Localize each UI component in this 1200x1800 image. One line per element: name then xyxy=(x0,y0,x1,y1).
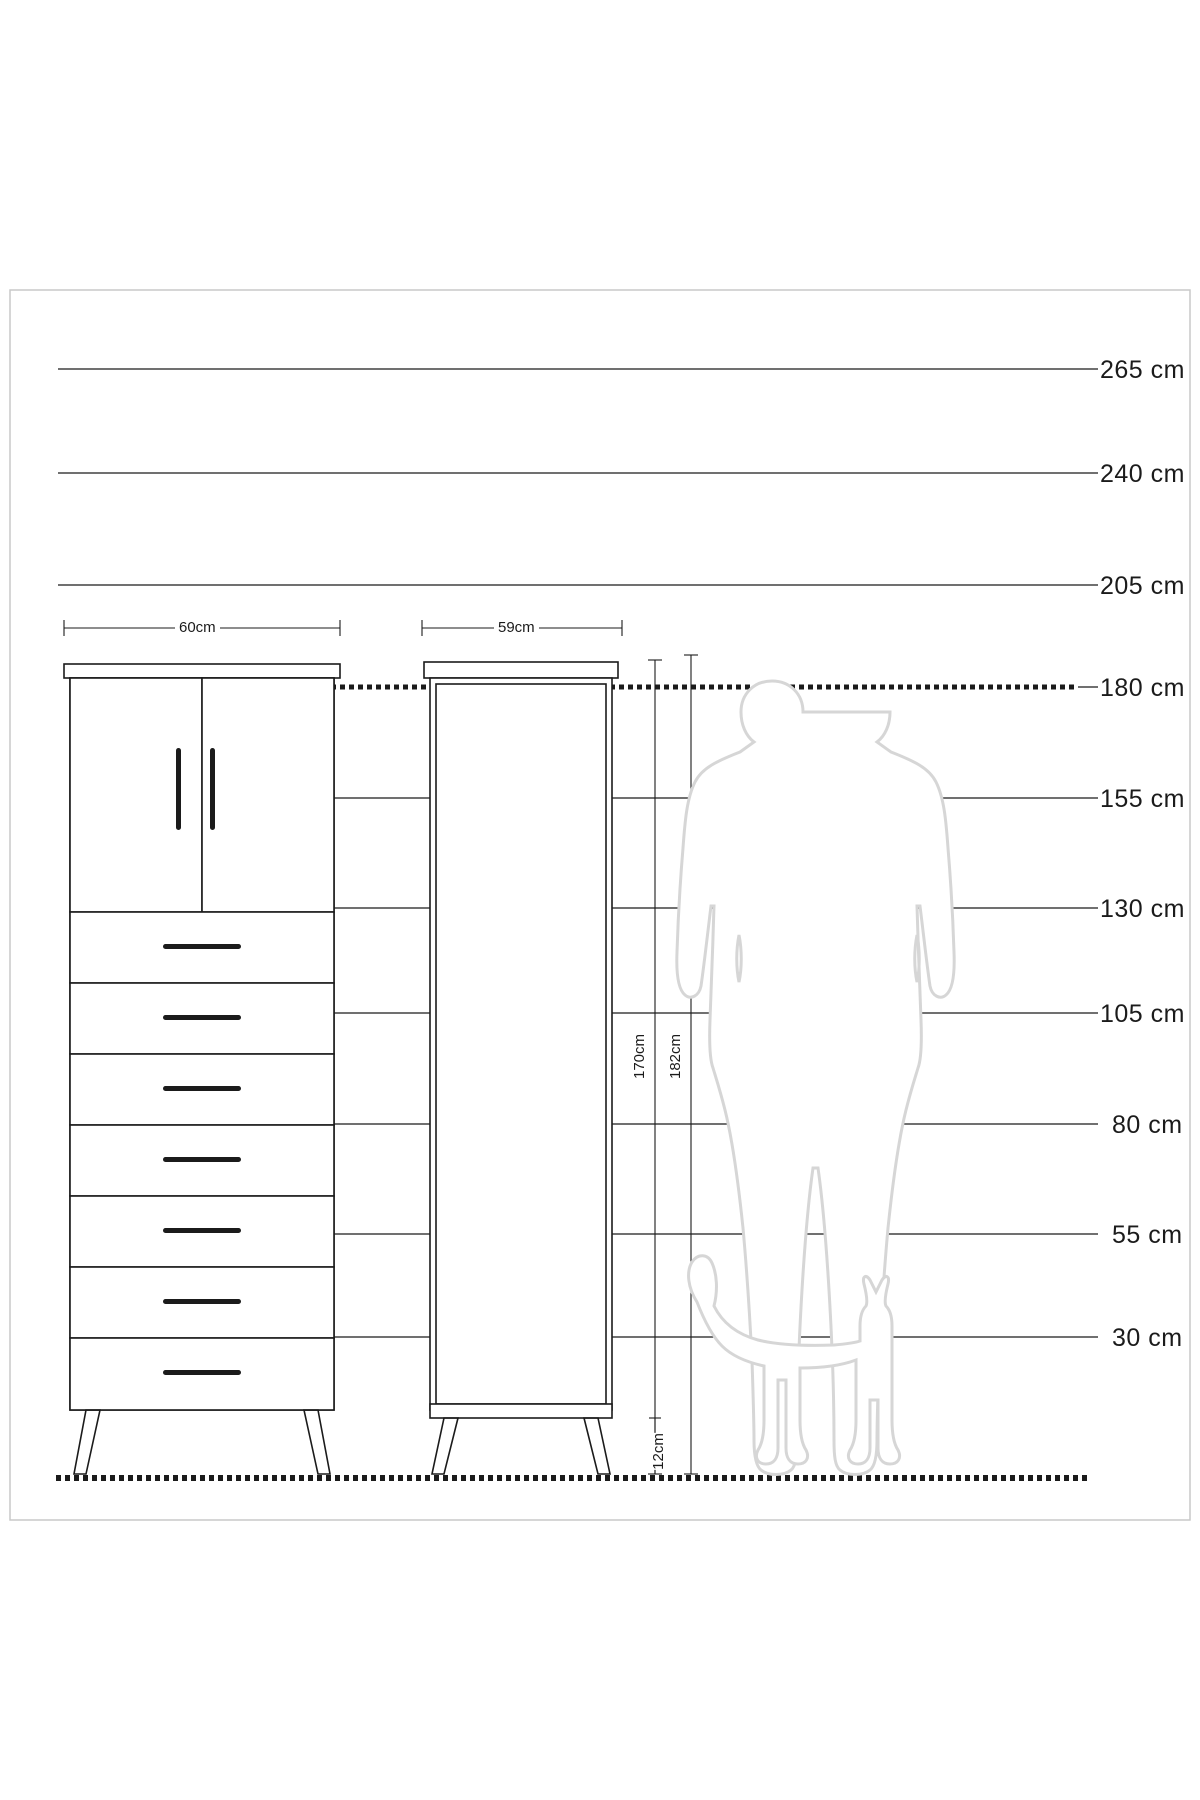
scale-label-105: 105 cm xyxy=(1100,1000,1185,1028)
scale-label-240: 240 cm xyxy=(1100,460,1185,488)
scale-label-30: 30 cm xyxy=(1112,1324,1183,1352)
dimension-label-59cm: 59cm xyxy=(494,619,539,636)
scale-label-130: 130 cm xyxy=(1100,895,1185,923)
tall-cabinet xyxy=(424,662,618,1418)
dimension-label-12cm: 12cm xyxy=(649,1433,667,1470)
dimension-label-60cm: 60cm xyxy=(175,619,220,636)
scale-label-155: 155 cm xyxy=(1100,785,1185,813)
dimension-label-182cm: 182cm xyxy=(667,1033,685,1080)
scale-label-205: 205 cm xyxy=(1100,572,1185,600)
cabinet-with-drawers xyxy=(64,664,340,1410)
scale-label-265: 265 cm xyxy=(1100,356,1185,384)
dimension-label-170cm: 170cm xyxy=(631,1033,649,1080)
scale-label-55: 55 cm xyxy=(1112,1221,1183,1249)
scale-label-180: 180 cm xyxy=(1100,674,1185,702)
scale-label-80: 80 cm xyxy=(1112,1111,1183,1139)
